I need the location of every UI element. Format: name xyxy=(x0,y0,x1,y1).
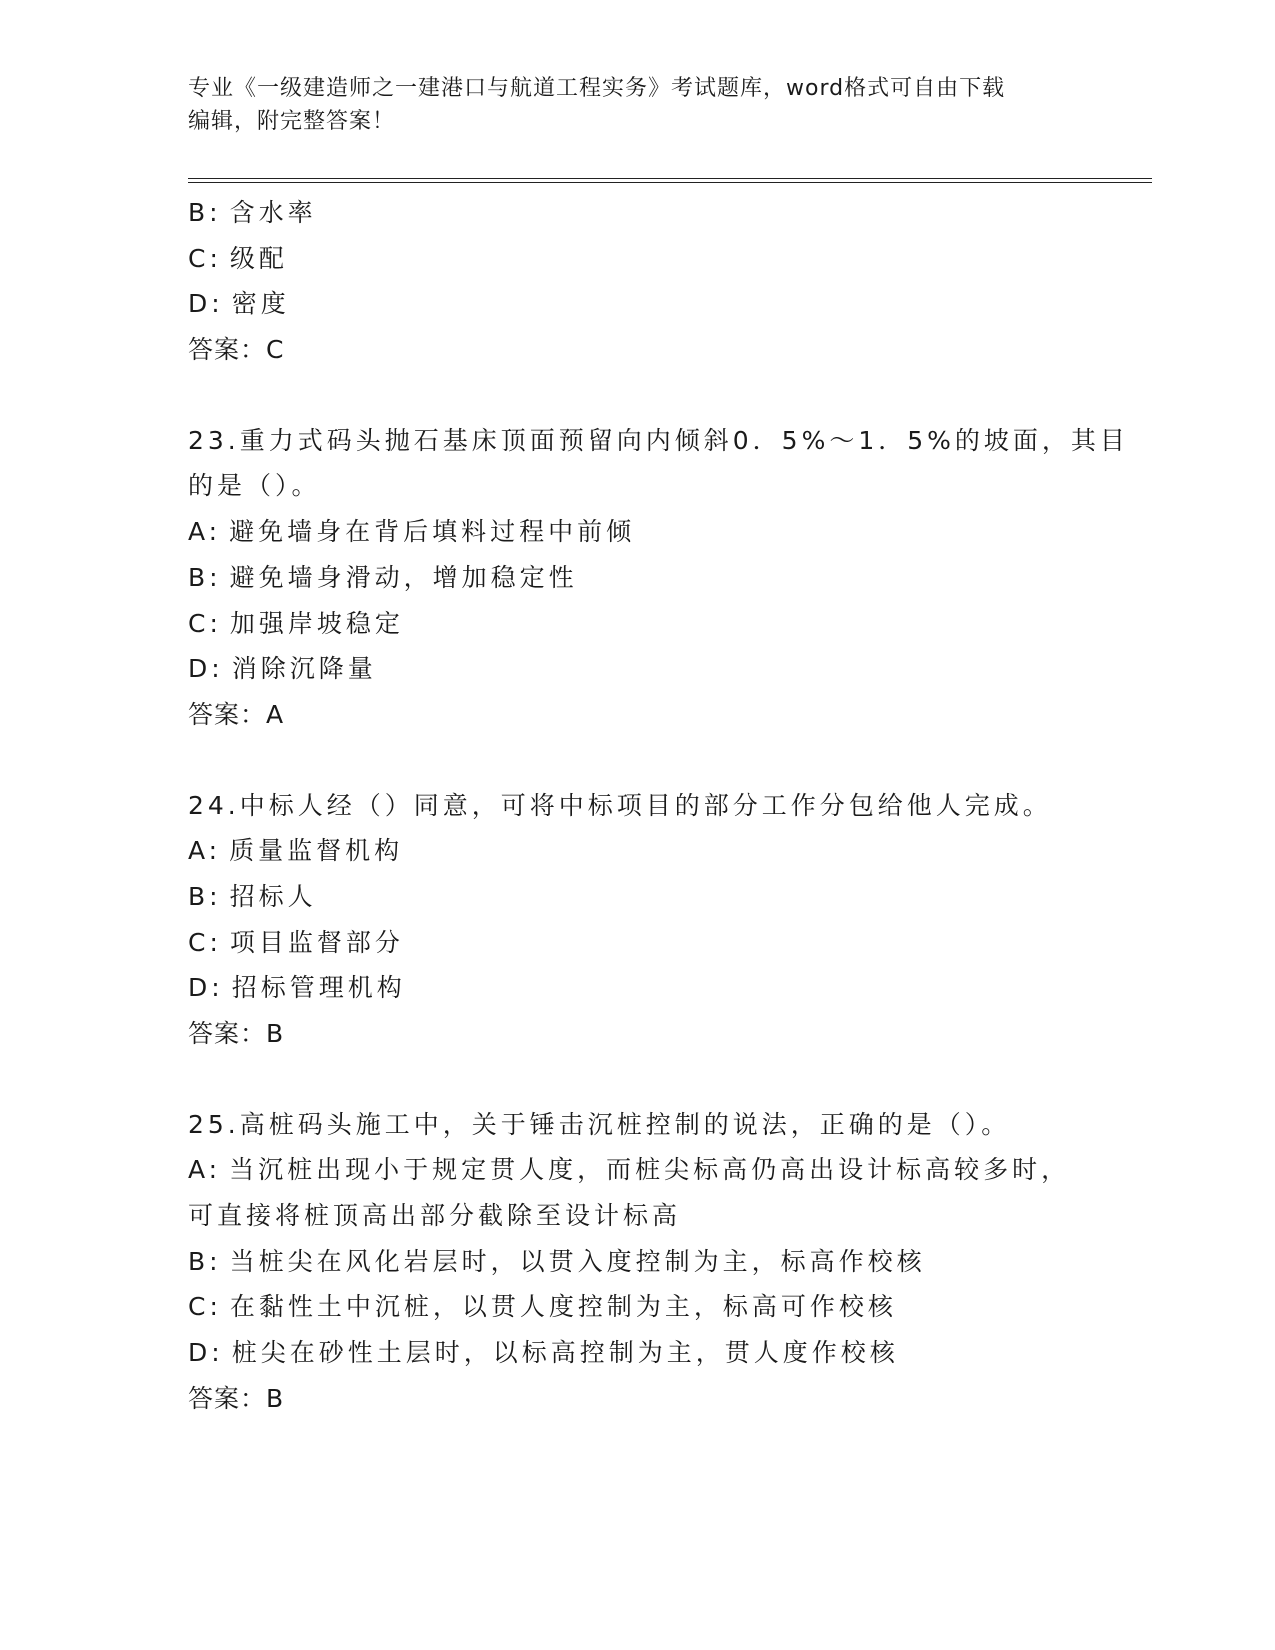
option-text: 加强岸坡稳定 xyxy=(229,608,404,638)
option-text: 招标管理机构 xyxy=(231,973,406,1003)
question-stem: 23.重力式码头抛石基床顶面预留向内倾斜0．5%～1．5%的坡面，其目 xyxy=(188,425,1129,455)
option-text: 含水率 xyxy=(229,198,317,227)
option-text: 当桩尖在风化岩层时，以贯入度控制为主，标高作校核 xyxy=(229,1246,926,1276)
answer: 答案：B xyxy=(188,1019,285,1048)
header-rule-top xyxy=(188,178,1152,179)
option-c xyxy=(188,920,1088,966)
option-text: 级配 xyxy=(229,243,288,273)
question-25 xyxy=(188,1102,1088,1422)
option-c xyxy=(188,1284,1088,1330)
answer: 答案：A xyxy=(188,699,285,729)
option-text: 质量监督机构 xyxy=(229,836,404,866)
question-stem-cont: 的是（）。 xyxy=(188,471,321,501)
option-key: C: xyxy=(188,243,222,273)
option-b xyxy=(188,555,1088,601)
option-text: 当沉桩出现小于规定贯人度，而桩尖标高仍高出设计标高较多时， xyxy=(229,1155,1071,1185)
spacer xyxy=(188,373,1088,418)
option-key: D: xyxy=(188,973,224,1003)
option-key: D: xyxy=(188,289,224,319)
question-23 xyxy=(188,418,1129,738)
option-d xyxy=(188,646,1088,692)
option-b xyxy=(188,1239,1088,1285)
option-b xyxy=(188,874,1088,920)
option-a xyxy=(188,1147,1088,1193)
header-line-2: 编辑，附完整答案！ xyxy=(188,109,396,134)
option-key: C: xyxy=(188,927,222,957)
option-text: 密度 xyxy=(231,289,290,319)
option-c xyxy=(188,236,1088,282)
option-a xyxy=(188,509,1088,555)
option-key: B: xyxy=(188,881,222,911)
option-text: 项目监督部分 xyxy=(229,927,404,957)
option-key: B: xyxy=(188,562,222,592)
option-d xyxy=(188,965,1088,1011)
option-text: 桩尖在砂性土层时，以标高控制为主，贯人度作校核 xyxy=(231,1338,899,1368)
header-rule-bottom xyxy=(188,182,1152,183)
option-key: A: xyxy=(188,517,222,547)
option-text: 避免墙身滑动，增加稳定性 xyxy=(229,562,578,592)
option-key: C: xyxy=(188,1292,222,1322)
option-text: 避免墙身在背后填料过程中前倾 xyxy=(229,517,636,547)
option-text: 招标人 xyxy=(229,881,317,911)
question-content xyxy=(188,190,1129,1422)
question-24 xyxy=(188,783,1088,1057)
option-a-cont: 可直接将桩顶高出部分截除至设计标高 xyxy=(188,1201,682,1231)
document-header xyxy=(188,72,1088,138)
option-key: B: xyxy=(188,1246,222,1276)
option-key: B: xyxy=(188,198,222,227)
answer: 答案：B xyxy=(188,1383,285,1413)
spacer xyxy=(188,1057,1088,1102)
option-key: D: xyxy=(188,1338,224,1368)
option-text: 在黏性土中沉桩，以贯人度控制为主，标高可作校核 xyxy=(229,1292,897,1322)
option-text: 消除沉降量 xyxy=(231,654,377,684)
header-line-1: 专业《一级建造师之一建港口与航道工程实务》考试题库，word格式可自由下载 xyxy=(188,76,1006,101)
option-a xyxy=(188,828,1088,874)
option-key: A: xyxy=(188,836,222,866)
option-d xyxy=(188,281,1088,327)
option-key: C: xyxy=(188,608,222,638)
prev-question-block xyxy=(188,190,1088,373)
option-c xyxy=(188,601,1088,647)
question-stem: 24.中标人经（）同意，可将中标项目的部分工作分包给他人完成。 xyxy=(188,790,1052,820)
option-key: D: xyxy=(188,654,224,684)
question-stem: 25.高桩码头施工中，关于锤击沉桩控制的说法，正确的是（）。 xyxy=(188,1109,1011,1139)
option-b xyxy=(188,190,1088,236)
spacer xyxy=(188,738,1088,783)
option-d xyxy=(188,1330,1088,1376)
answer: 答案：C xyxy=(188,335,285,365)
option-key: A: xyxy=(188,1155,222,1185)
